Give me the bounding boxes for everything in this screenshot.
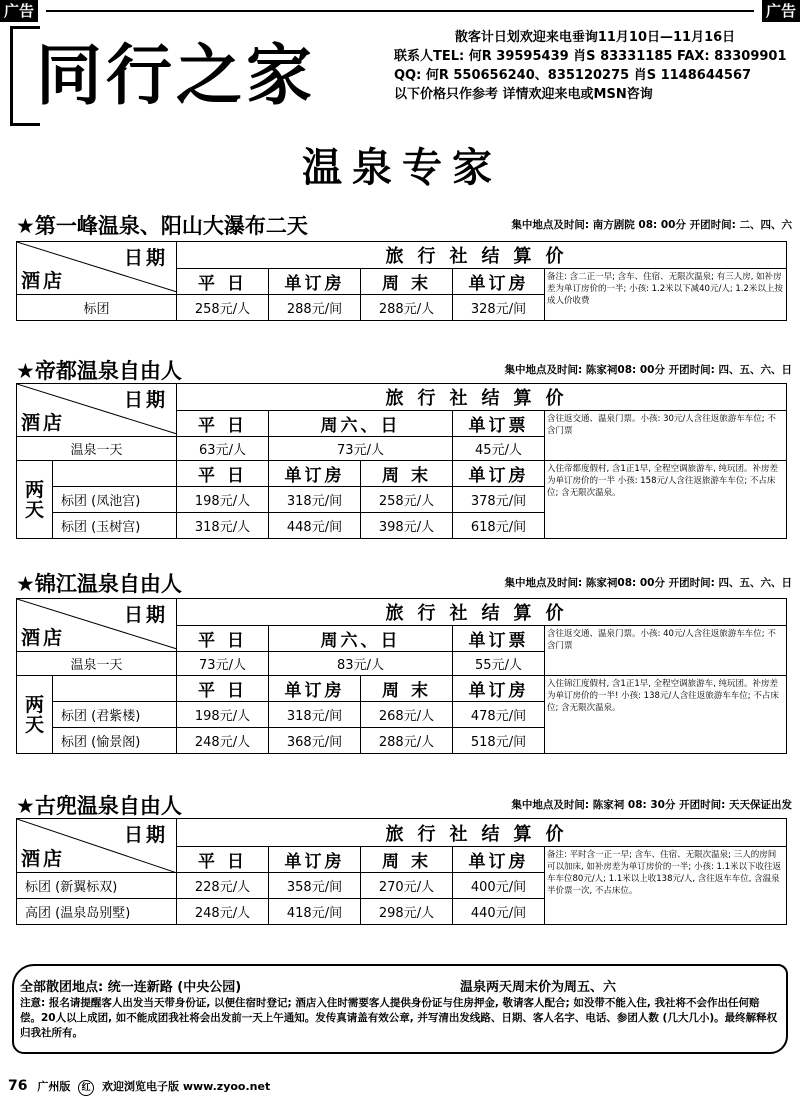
price-cell: 248元/人: [177, 728, 269, 754]
hotel-label: 酒店: [21, 848, 66, 870]
page-number: 76: [8, 1078, 28, 1094]
weekend-pricing: 温泉两天周末价为周五、六: [460, 980, 617, 995]
row-label: 标团 (君紫楼): [53, 702, 177, 728]
section-4-table: [16, 818, 787, 925]
col-header: 单订房: [453, 847, 545, 873]
price-cell: 518元/间: [453, 728, 545, 754]
row-label: 温泉一天: [17, 652, 177, 676]
price-cell: 440元/间: [453, 899, 545, 925]
col-header: 单订票: [453, 626, 545, 652]
section-3-meta: 集中地点及时间: 陈家祠08: 00分 开团时间: 四、五、六、日: [504, 577, 792, 589]
section-3-header: [16, 568, 796, 596]
price-cell: 268元/人: [361, 702, 453, 728]
two-days-label: 两天: [17, 676, 53, 754]
col-header: 平 日: [177, 847, 269, 873]
top-rule: [46, 10, 754, 12]
footer-notice-box: [12, 964, 788, 1054]
col-header: 周 末: [361, 269, 453, 295]
ad-tag-right: 广告: [762, 0, 800, 22]
price-cell: 318元/间: [269, 702, 361, 728]
header-contact-info: [394, 28, 796, 104]
section-2-day-note: 含往返交通、温泉门票。小孩: 30元/人含往返旅游车车位; 不含门票: [545, 411, 787, 461]
date-hotel-header: [17, 242, 177, 295]
row-label: 标团 (新翼标双): [17, 873, 177, 899]
date-hotel-header: [17, 819, 177, 873]
logo-title: 同行之家: [36, 36, 316, 114]
date-label: 日期: [123, 247, 168, 269]
hotel-label: 酒店: [21, 270, 66, 292]
col-header: 平 日: [177, 461, 269, 487]
price-cell: 618元/间: [453, 513, 545, 539]
row-label: 标团 (玉树宫): [53, 513, 177, 539]
section-2-header: [16, 355, 796, 383]
price-cell: 248元/人: [177, 899, 269, 925]
price-cell: 73元/人: [177, 652, 269, 676]
price-cell: 288元/间: [269, 295, 361, 321]
price-cell: 198元/人: [177, 702, 269, 728]
price-cell: 378元/间: [453, 487, 545, 513]
header-phones: 联系人TEL: 何R 39595439 肖S 83331185 FAX: 83309901: [394, 49, 787, 64]
section-3-table: [16, 598, 787, 754]
row-label: 标团 (愉景阁): [53, 728, 177, 754]
price-cell: 288元/人: [361, 728, 453, 754]
section-4-header: [16, 790, 796, 818]
price-cell: 478元/间: [453, 702, 545, 728]
edition-label: 广州版: [37, 1080, 71, 1093]
blank-cell: [53, 461, 177, 487]
col-header: 周 末: [361, 847, 453, 873]
price-header: 旅行社结算价: [177, 242, 787, 269]
section-1-header: [16, 210, 796, 238]
price-cell: 270元/人: [361, 873, 453, 899]
section-2-title: ★帝都温泉自由人: [16, 359, 182, 383]
header-qq: QQ: 何R 550656240、835120275 肖S 1148644567: [394, 68, 752, 83]
section-1-note: 备注: 含二正一早; 含车、住宿、无限次温泉; 有三人房, 如补房差为单订房价的一半; 小孩: 1.2米以下减40元/人; 1.2米以上按成人价收费: [545, 269, 787, 321]
section-1-title: ★第一峰温泉、阳山大瀑布二天: [16, 214, 308, 238]
header-schedule: 散客计日划欢迎来电垂询11月10日—11月16日: [454, 30, 736, 45]
row-label: 标团 (凤池宫): [53, 487, 177, 513]
price-cell: 55元/人: [453, 652, 545, 676]
section-2-two-note: 入住帝都度假村, 含1正1早, 全程空调旅游车, 纯玩团。补房差为单订房价的一半 小孩: 158元/人含往返旅游车车位; 不占床位; 含无限次温泉。: [545, 461, 787, 539]
date-label: 日期: [123, 604, 168, 626]
ad-tag-left: 广告: [0, 0, 38, 22]
price-cell: 288元/人: [361, 295, 453, 321]
section-2-meta: 集中地点及时间: 陈家祠08: 00分 开团时间: 四、五、六、日: [504, 364, 792, 376]
section-1-meta: 集中地点及时间: 南方剧院 08: 00分 开团时间: 二、四、六: [511, 219, 792, 231]
col-header: 单订房: [453, 461, 545, 487]
col-header: 周 末: [361, 676, 453, 702]
price-cell: 45元/人: [453, 437, 545, 461]
page-footer: [8, 1078, 270, 1096]
row-label: 温泉一天: [17, 437, 177, 461]
section-4-note: 备注: 平时含一正一早; 含车、住宿、无限次温泉; 三人的房间可以加床, 如补房差为单订房价的一半; 小孩: 1.1米以下收往返车车位80元/人; 1.1米以上收138元/人, 含往返车车位, 含温泉半价票一次, 不占床位。: [545, 847, 787, 925]
price-cell: 73元/人: [269, 437, 453, 461]
col-header: 单订房: [269, 847, 361, 873]
price-header: 旅行社结算价: [177, 599, 787, 626]
col-header: 周六、日: [269, 411, 453, 437]
col-header: 周 末: [361, 461, 453, 487]
col-header: 平 日: [177, 269, 269, 295]
section-1-table: [16, 241, 787, 321]
col-header: 单订房: [269, 461, 361, 487]
price-cell: 318元/间: [269, 487, 361, 513]
col-header: 平 日: [177, 676, 269, 702]
footer-headline: [20, 976, 780, 996]
price-cell: 328元/间: [453, 295, 545, 321]
price-cell: 298元/人: [361, 899, 453, 925]
price-cell: 318元/人: [177, 513, 269, 539]
date-hotel-header: [17, 599, 177, 652]
logo-box: [10, 26, 388, 126]
date-label: 日期: [123, 824, 168, 846]
website-link[interactable]: 欢迎浏览电子版 www.zyoo.net: [102, 1080, 271, 1093]
footer-notes: 注意: 报名请提醒客人出发当天带身份证, 以便住宿时登记; 酒店入住时需要客人提供身份证与住房押金, 敬请客人配合; 如没带不能入住, 我社将不会作出任何赔偿。20人以上成团, 如不能成团我社将会出发前一天上午通知。发传真请盖有效公章, 并写清出发线路、日期、客人名字、电话、参团人数 (几大几小)。最终解释权归我社所有。: [20, 997, 778, 1039]
price-cell: 228元/人: [177, 873, 269, 899]
price-cell: 418元/间: [269, 899, 361, 925]
price-header: 旅行社结算价: [177, 819, 787, 847]
blank-cell: [53, 676, 177, 702]
price-cell: 400元/间: [453, 873, 545, 899]
two-days-label: 两天: [17, 461, 53, 539]
col-header: 单订房: [453, 269, 545, 295]
meeting-point: 全部散团地点: 统一连新路 (中央公园): [20, 980, 242, 995]
section-4-title: ★古兜温泉自由人: [16, 794, 182, 818]
section-4-meta: 集中地点及时间: 陈家祠 08: 30分 开团时间: 天天保证出发: [511, 799, 792, 811]
col-header: 单订房: [269, 269, 361, 295]
col-header: 单订票: [453, 411, 545, 437]
date-hotel-header: [17, 384, 177, 437]
col-header: 周六、日: [269, 626, 453, 652]
col-header: 平 日: [177, 626, 269, 652]
section-2-table: [16, 383, 787, 539]
price-cell: 358元/间: [269, 873, 361, 899]
price-cell: 398元/人: [361, 513, 453, 539]
section-3-title: ★锦江温泉自由人: [16, 572, 182, 596]
price-cell: 83元/人: [269, 652, 453, 676]
price-cell: 198元/人: [177, 487, 269, 513]
price-cell: 448元/间: [269, 513, 361, 539]
col-header: 平 日: [177, 411, 269, 437]
section-3-day-note: 含往返交通、温泉门票。小孩: 40元/人含往返旅游车车位; 不含门票: [545, 626, 787, 676]
price-cell: 258元/人: [361, 487, 453, 513]
price-header: 旅行社结算价: [177, 384, 787, 411]
col-header: 单订房: [269, 676, 361, 702]
publisher-logo-icon: 红: [78, 1080, 94, 1096]
price-cell: 258元/人: [177, 295, 269, 321]
hotel-label: 酒店: [21, 627, 66, 649]
header-disclaimer: 以下价格只作参考 详情欢迎来电或MSN咨询: [394, 87, 653, 102]
price-cell: 63元/人: [177, 437, 269, 461]
price-cell: 368元/间: [269, 728, 361, 754]
row-label: 高团 (温泉岛别墅): [17, 899, 177, 925]
section-3-two-note: 入住锦江度假村, 含1正1早, 全程空调旅游车, 纯玩团。补房差为单订房价的一半! 小孩: 138元/人含往返旅游车车位; 不占床位; 含无限次温泉。: [545, 676, 787, 754]
col-header: 单订房: [453, 676, 545, 702]
row-label: 标团: [17, 295, 177, 321]
date-label: 日期: [123, 389, 168, 411]
hotel-label: 酒店: [21, 412, 66, 434]
specialist-title: 温泉专家: [302, 144, 502, 191]
